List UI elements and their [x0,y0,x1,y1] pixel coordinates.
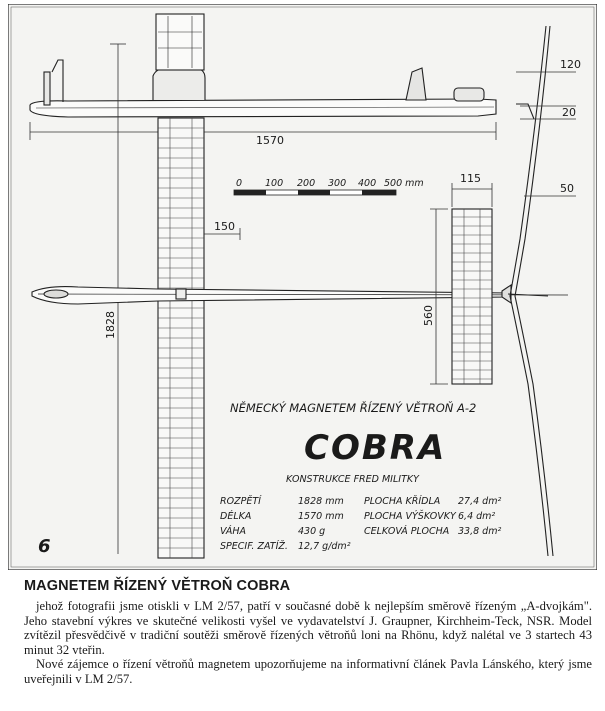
spec-value: 1570 mm [298,511,344,522]
spec-value: 6,4 dm² [458,511,496,522]
wing-plan [158,118,204,558]
spec-label: SPECIF. ZATÍŽ. [220,541,288,552]
designer-line: KONSTRUKCE FRED MILITKY [286,474,419,485]
dim-20: 20 [562,106,576,119]
glider-name: COBRA [304,428,447,468]
drawing-header: NĚMECKÝ MAGNETEM ŘÍZENÝ VĚTROŇ A-2 [230,401,477,415]
spec-value: 27,4 dm² [458,496,502,507]
scale-bar [234,190,396,195]
spec-value: 12,7 g/dm² [298,541,351,552]
spec-label: DÉLKA [220,511,252,522]
dim-560: 560 [422,305,435,326]
spec-label: PLOCHA KŘÍDLA [364,496,441,507]
caption-paragraph-2: Nové zájemce o řízení větroňů magnetem upozorňujeme na informativní článek Pavla Lánského, který jsme uveřejnili v LM 2/57. [24,657,592,686]
caption-title: MAGNETEM ŘÍZENÝ VĚTROŇ COBRA [24,578,291,594]
spec-label: VÁHA [220,526,246,537]
spec-value: 33,8 dm² [458,526,502,537]
cobra-glider-drawing [8,4,597,570]
caption-paragraph-1: jehož fotografii jsme otiskli v LM 2/57, patří v současné době k nejlepším směrově řízeným „A-dvojkám". Jeho stavební výkres ve skutečné velikosti vyšel ve vydavatelství J. Graupner, Kirchheim-Teck, NSR. Model zvítězil přesvědčivě v tradiční soutěži směrově řízených větroňů loni na Rhönu, když nalétal ve 3 startech 43 minut 32 vteřin. [24,599,592,657]
dim-150: 150 [214,220,235,233]
dim-1570: 1570 [256,134,284,147]
spec-label: CELKOVÁ PLOCHA [364,526,450,537]
caption [24,578,592,687]
specs-right [364,495,501,537]
scale-tick-label: 300 [328,178,347,189]
scale-tick-label: 500 mm [384,178,424,189]
spec-value: 1828 mm [298,496,344,507]
spec-label: ROZPĚTÍ [220,496,261,507]
corner-mark: 6 [38,536,51,557]
stabilizer-plan [452,209,492,384]
scale-tick-label: 100 [265,178,284,189]
scale-tick-label: 200 [297,178,316,189]
scale-tick-label: 400 [358,178,377,189]
scale-tick-label: 0 [236,178,243,189]
dim-115: 115 [460,172,481,185]
spec-value: 430 g [298,526,326,537]
dim-120: 120 [560,58,581,71]
dim-1828: 1828 [104,311,117,339]
dim-50: 50 [560,182,574,195]
spec-label: PLOCHA VÝŠKOVKY [364,511,456,522]
